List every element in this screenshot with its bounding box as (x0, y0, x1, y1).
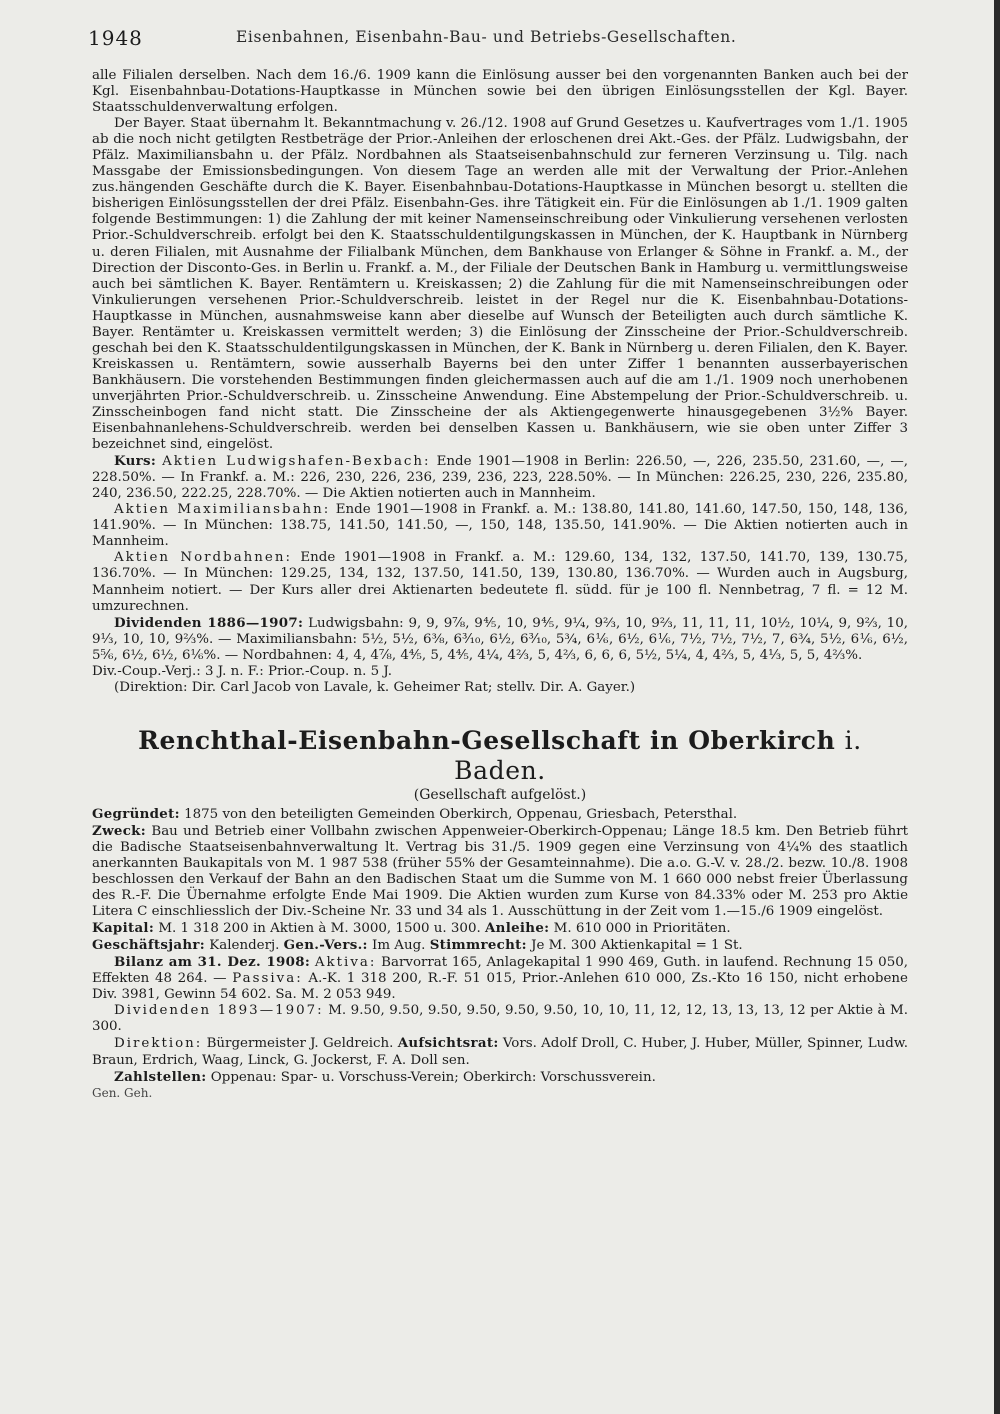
zahlstellen-text: Oppenau: Spar- u. Vorschuss-Verein; Oberkirch: Vorschussverein. (210, 1069, 656, 1085)
section-title-tail: i. Baden. (454, 725, 862, 785)
passiva-text: A.-K. 1 318 200, R.-F. 51 015, Prior.-Anlehen 610 000, Zs.-Kto 16 150, nicht erhobene Div. 3981, Gewinn 54 602. Sa. M. 2 053 949. (92, 971, 908, 1003)
dividenden-renchthal (92, 1003, 908, 1035)
scan-edge (994, 0, 1000, 1414)
paragraph-einloesung: alle Filialen derselben. Nach dem 16./6. 1909 kann die Einlösung ausser bei den vorgenannten Banken auch bei der Kgl. Eisenbahnbau-Dotations-Hauptkasse in München sowie bei den übrigen Einlösungsstellen der Kgl. Bayer. Staatsschuldenverwaltung erfolgen. (92, 68, 908, 116)
dividenden-label: Dividenden 1886—1907: (114, 614, 304, 631)
bilanz-label: Bilanz am 31. Dez. 1908: (114, 954, 311, 971)
dividenden-renchthal-text: M. 9.50, 9.50, 9.50, 9.50, 9.50, 9.50, 10, 10, 11, 12, 12, 13, 13, 13, 12 per Aktie à M. 300. (92, 1003, 908, 1035)
page-number: 1948 (88, 26, 143, 50)
kapital-label: Kapital: (92, 920, 155, 937)
zweck-label: Zweck: (92, 822, 146, 839)
anleihe-label: Anleihe: (484, 920, 550, 937)
margin-note: Gen. Geh. (92, 1085, 153, 1100)
dividenden-pfalz (92, 615, 908, 664)
kurs-ludwigshafen (92, 453, 908, 502)
direktion-aufsichtsrat (92, 1035, 908, 1068)
anleihe-text: M. 610 000 in Prioritäten. (553, 921, 731, 937)
kurs-b-label: Aktien Maximiliansbahn: (114, 502, 331, 518)
stimmrecht-text: Je M. 300 Aktienkapital = 1 St. (531, 938, 743, 954)
paragraph-uebernahme: Der Bayer. Staat übernahm lt. Bekanntmachung v. 26./12. 1908 auf Grund Gesetzes u. Kaufvertrages vom 1./1. 1905 ab die noch nicht getilgten Restbeträge der Prior.-Anleihen der erloschenen drei Akt.-Ges. der Pfälz. Ludwigsbahn, der Pfälz. Maximiliansbahn u. der Pfälz. Nordbahnen als Staatseisenbahnschuld zur ferneren Verzinsung u. Tilg. nach Massgabe der Emissionsbedingungen. Von diesem Tage an werden alle mit der Verwaltung der Prior.-Anlehen zus.hängenden Geschäfte durch die K. Bayer. Eisenbahnbau-Dotations-Hauptkasse in München besorgt u. stellten die bisherigen Einlösungsstellen der drei Pfälz. Eisenbahn-Ges. ihre Tätigkeit ein. Für die Einlösungen ab 1./1. 1909 galten folgende Bestimmungen: 1) die Zahlung der mit keiner Namenseinschreibung oder Vinkulierung versehenen verlosten Prior.-Schuldverschreib. erfolgt bei den K. Staatsschuldentilgungskassen in München, der K. Hauptbank in Nürnberg u. deren Filialen, mit Ausnahme der Filialbank München, dem Bankhause von Erlanger & Söhne in Frankf. a. M., der Direction der Disconto-Ges. in Berlin u. Frankf. a. M., der Filiale der Deutschen Bank in Hamburg u. vermittlungsweise auch bei sämtlichen K. Bayer. Rentämtern u. Kreiskassen; 2) die Zahlung für die mit Namenseinschreibungen oder Vinkulierungen versehenen Prior.-Schuldverschreib. leistet in der Regel nur die K. Eisenbahnbau-Dotations-Hauptkasse in München, ausnahmsweise kann aber dieselbe auf Wunsch der Beteiligten auch durch sämtliche K. Bayer. Rentämter u. Kreiskassen vermittelt werden; 3) die Einlösung der Zinsscheine der Prior.-Schuldverschreib. geschah bei den K. Staatsschuldentilgungskassen in München, der K. Bank in Nürnberg u. deren Filialen, den K. Bayer. Kreiskassen u. Rentämtern, sowie ausserhalb Bayerns bei den unter Ziffer 1 benannten ausserbayerischen Bankhäusern. Die vorstehenden Bestimmungen finden gleichermassen auch auf die am 1./1. 1909 noch unerhobenen unverjährten Prior.-Schuldverschreib. u. Zinsscheine Anwendung. Eine Abstempelung der Prior.-Schuldverschreib. u. Zinsscheinbogen fand nicht statt. Die Zinsscheine der als Aktiengegenwerte hinausgegebenen 3½% Bayer. Eisenbahnanlehens-Schuldverschreib. werden bei denselben Kassen u. Bankhäusern, wie sie oben unter Ziffer 3 bezeichnet sind, eingelöst. (92, 116, 908, 453)
kurs-nordbahnen (92, 550, 908, 614)
gj-text: Kalenderj. (209, 938, 280, 954)
aufsichtsrat-text: Vors. Adolf Droll, C. Huber, J. Huber, Müller, Spinner, Ludw. Braun, Erdrich, Waag, Linck, G. Jockerst, F. A. Doll sen. (92, 1036, 908, 1068)
zahlstellen (92, 1069, 908, 1086)
text-column (92, 68, 908, 1100)
kapital-text: M. 1 318 200 in Aktien à M. 3000, 1500 u. 300. (158, 921, 481, 937)
kapital (92, 920, 908, 937)
passiva-label: Passiva: (232, 971, 303, 987)
aktiva-text: Barvorrat 165, Anlagekapital 1 990 469, Guth. in laufend. Rechnung 15 050, Effekten 48 264. — (92, 955, 908, 987)
dividenden-renchthal-label: Dividenden 1893—1907: (114, 1003, 324, 1019)
dividenden-text: Ludwigsbahn: 9, 9, 9⅞, 9⅘, 10, 9⅘, 9¼, 9⅔, 10, 9⅔, 11, 11, 11, 10½, 10¼, 9, 9⅔, 10, 9⅓, 10, 10, 9⅔%. — Maximiliansbahn: 5½, 5½, 6⅜, 6³⁄₁₀, 6½, 6³⁄₁₀, 5¾, 6⅙, 6½, 6⅙, 7½, 7½, 7½, 7, 6¾, 5½, 6⅙, 6½, 5⅚, 6½, 6½, 6⅙%. — Nordbahnen: 4, 4, 4⅞, 4⅘, 5, 4⅘, 4¼, 4⅔, 5, 4⅔, 6, 6, 6, 5½, 5¼, 4, 4⅔, 5, 4⅓, 5, 5, 4⅔%. (92, 615, 908, 663)
direktion-pfalz: (Direktion: Dir. Carl Jacob von Lavale, k. Geheimer Rat; stellv. Dir. A. Gayer.) (114, 679, 636, 695)
gegruendet (92, 806, 908, 823)
stimmrecht-label: Stimmrecht: (429, 937, 527, 954)
zweck-text: Bau und Betrieb einer Vollbahn zwischen Appenweier-Oberkirch-Oppenau; Länge 18.5 km. Den Betrieb führt die Badische Staatseisenbahnverwaltung lt. Vertrag bis 31./5. 1909 gegen eine Verzinsung von 4¼% des staatlich anerkannten Baukapitals von M. 1 987 538 (früher 55% der Gesamteinnahme). Die a.o. G.-V. v. 28./2. bezw. 10./8. 1908 beschlossen den Verkauf der Bahn an den Badischen Staat um die Summe von M. 1 660 000 nebst freier Überlassung des R.-F. Die Übernahme erfolgte Ende Mai 1909. Die Aktien wurden zum Kurse von 84.33% oder M. 253 pro Aktie Litera C einschliesslich der Div.-Scheine Nr. 33 und 34 als 1. Ausschüttung in der Zeit vom 1.—15./6 1909 eingelöst. (92, 823, 908, 920)
bilanz (92, 954, 908, 1003)
kurs-a-label: Aktien Ludwigshafen-Bexbach: (162, 454, 431, 470)
section-title-main: Renchthal-Eisenbahn-Gesellschaft in Oberkirch (138, 725, 836, 755)
zweck (92, 823, 908, 920)
zahlstellen-label: Zahlstellen: (114, 1068, 207, 1085)
running-title: Eisenbahnen, Eisenbahn-Bau- und Betriebs-Gesellschaften. (236, 28, 737, 46)
aktiva-label: Aktiva: (314, 955, 377, 971)
direktion-text: Bürgermeister J. Geldreich. (206, 1036, 394, 1052)
kurs-b-text: Ende 1901—1908 in Frankf. a. M.: 138.80, 141.80, 141.60, 147.50, 150, 148, 136, 141.90%. — In München: 138.75, 141.50, 141.50, —, 150, 148, 135.50, 141.90%. — Die Aktien notierten auch in Mannheim. (92, 502, 908, 550)
gv-text: Im Aug. (372, 938, 426, 954)
kurs-a-text: Ende 1901—1908 in Berlin: 226.50, —, 226, 235.50, 231.60, —, —, 228.50%. — In Frankf. a. M.: 226, 230, 226, 236, 239, 236, 223, 228.50%. — In München: 226.25, 230, 226, 235.80, 240, 236.50, 222.25, 228.70%. — Die Aktien notierten auch in Mannheim. (92, 454, 908, 502)
geschaeftsjahr (92, 937, 908, 954)
aufsichtsrat-label: Aufsichtsrat: (397, 1035, 499, 1052)
direktion-label: Direktion: (114, 1036, 203, 1052)
coupon-verjaehrung: Div.-Coup.-Verj.: 3 J. n. F.: Prior.-Coup. n. 5 J. (92, 663, 392, 679)
section-subtitle: (Gesellschaft aufgelöst.) (413, 786, 587, 803)
section-title (92, 726, 908, 786)
kurs-c-label: Aktien Nordbahnen: (114, 550, 292, 566)
gv-label: Gen.-Vers.: (283, 937, 368, 954)
gj-label: Geschäftsjahr: (92, 937, 205, 954)
kurs-label: Kurs: (114, 453, 157, 470)
page-header (88, 26, 906, 54)
kurs-maximiliansbahn (92, 502, 908, 550)
kurs-c-text: Ende 1901—1908 in Frankf. a. M.: 129.60, 134, 132, 137.50, 141.70, 139, 130.75, 136.70%. — In München: 129.25, 134, 132, 137.50, 141.50, 139, 130.80, 136.70%. — Wurden auch in Augsburg, Mannheim notiert. — Der Kurs aller drei Aktienarten bedeutete fl. südd. für je 100 fl. Nennbetrag, 7 fl. = 12 M. umzurechnen. (92, 550, 909, 614)
gegruendet-text: 1875 von den beteiligten Gemeinden Oberkirch, Oppenau, Griesbach, Petersthal. (184, 806, 738, 822)
gegruendet-label: Gegründet: (92, 805, 180, 822)
